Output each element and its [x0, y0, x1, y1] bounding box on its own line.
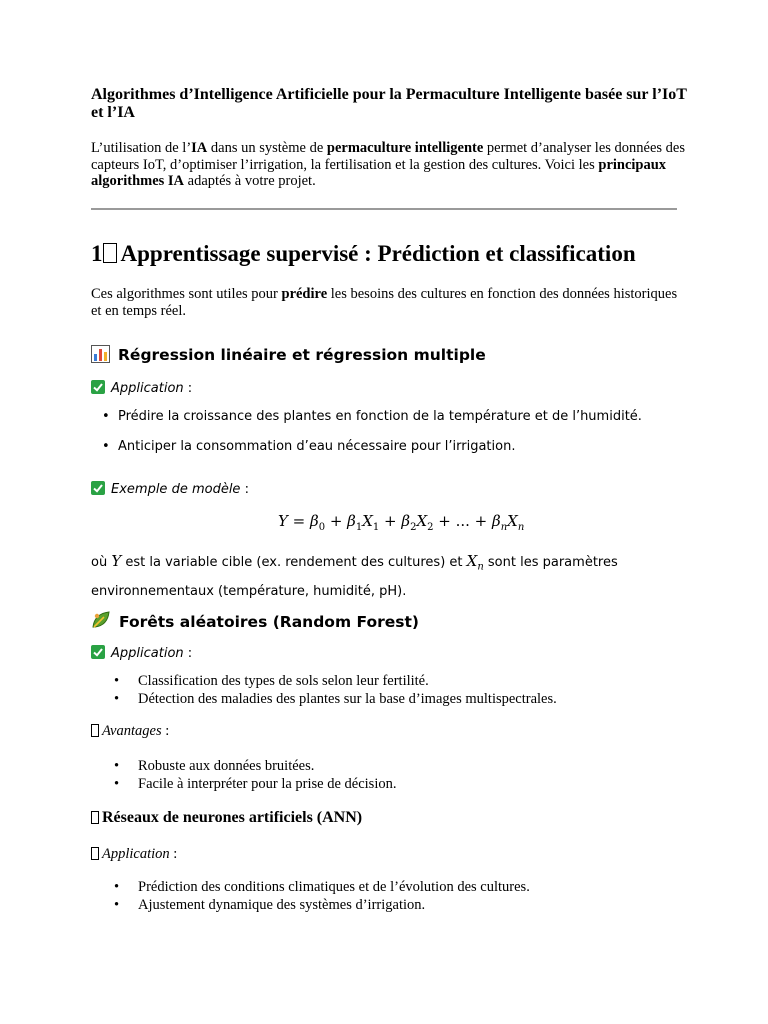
- formula-var: X: [507, 512, 518, 530]
- document-title: Algorithmes d’Intelligence Artificielle pour la Permaculture Intelligente basée sur l’IoT et l’IA: [91, 86, 687, 121]
- section-intro-bold: prédire: [281, 286, 328, 302]
- random-forest-heading: [91, 610, 419, 635]
- list-item: • Anticiper la consommation d’eau nécessaire pour l’irrigation.: [102, 439, 642, 455]
- formula-op: =: [287, 512, 311, 530]
- intro-bold: principaux algorithmes IA: [91, 156, 667, 189]
- formula-var: β: [492, 512, 501, 530]
- formula-var: X: [416, 512, 428, 530]
- application-label: [91, 645, 192, 662]
- random-forest-application-list: [114, 672, 557, 708]
- formula-sub: n: [517, 522, 525, 533]
- section-intro: [91, 286, 681, 319]
- application-label-text: Application: [111, 646, 184, 661]
- desc-text: où: [91, 555, 112, 570]
- regression-heading: [91, 345, 486, 368]
- formula-sub: n: [500, 522, 508, 533]
- intro-bold: permaculture intelligente: [326, 140, 484, 156]
- example-label-text: Exemple de modèle: [111, 482, 241, 497]
- list-item: • Prédiction des conditions climatiques et de l’évolution des cultures.: [114, 878, 530, 896]
- leaf-icon: [91, 610, 111, 635]
- application-label-text: Application: [102, 846, 170, 862]
- random-forest-advantages-list: [114, 757, 396, 793]
- section-title: Apprentissage supervisé : Prédiction et classification: [120, 241, 636, 266]
- intro-text: adaptés à votre projet.: [184, 173, 316, 189]
- advantages-label-text: Avantages: [102, 723, 162, 739]
- section-number: 1: [91, 241, 103, 266]
- regression-application-list: [102, 409, 642, 455]
- list-item: • Facile à interpréter pour la prise de décision.: [114, 775, 396, 793]
- formula-op: +: [325, 512, 348, 530]
- formula-sub: 2: [410, 522, 417, 533]
- ann-title: Réseaux de neurones artificiels (ANN): [102, 809, 363, 826]
- colon: :: [161, 723, 170, 739]
- ann-application-list: [114, 878, 530, 914]
- random-forest-title: Forêts aléatoires (Random Forest): [119, 613, 419, 631]
- bar-chart-icon: [91, 345, 110, 368]
- formula-var: β: [401, 512, 411, 530]
- formula-sub: 2: [427, 522, 434, 533]
- application-label: [91, 380, 192, 397]
- formula-sub: 1: [355, 522, 363, 533]
- colon: :: [169, 846, 178, 862]
- section-heading: [91, 240, 636, 268]
- formula-var: Y: [278, 512, 288, 530]
- missing-glyph-icon: [91, 811, 99, 824]
- colon: :: [183, 381, 193, 396]
- formula-sub: 1: [372, 522, 380, 533]
- formula-op: +: [379, 512, 402, 530]
- desc-var: Y: [111, 552, 122, 570]
- intro-text: permet d’analyser les données des capteurs IoT, d’optimiser l’irrigation, la fertilisation et la gestion des cultures. Voici les: [91, 140, 685, 173]
- intro-text: L’utilisation de l’: [91, 140, 192, 156]
- missing-glyph-icon: [91, 724, 99, 737]
- formula-description: [91, 549, 711, 604]
- missing-glyph-icon: [91, 847, 99, 860]
- checkmark-icon: [91, 645, 105, 659]
- intro-text: dans un système de: [207, 140, 327, 156]
- ann-heading: [91, 809, 362, 827]
- intro-paragraph: [91, 140, 691, 190]
- horizontal-rule: [91, 208, 677, 210]
- desc-var: X: [466, 552, 478, 570]
- section-intro-text: les besoins des cultures en fonction des données historiques et en temps réel.: [91, 286, 678, 319]
- formula-var: β: [310, 512, 319, 530]
- desc-sub: n: [477, 561, 484, 573]
- desc-text: sont les paramètres environnementaux (température, humidité, pH).: [91, 555, 618, 599]
- regression-title: Régression linéaire et régression multiple: [118, 346, 486, 364]
- list-item: • Robuste aux données bruitées.: [114, 757, 396, 775]
- formula-var: X: [362, 512, 373, 530]
- checkmark-icon: [91, 380, 105, 394]
- formula-op: + ... +: [433, 512, 493, 530]
- regression-formula: [278, 511, 524, 538]
- colon: :: [240, 482, 249, 497]
- list-item: • Prédire la croissance des plantes en fonction de la température et de l’humidité.: [102, 409, 642, 425]
- list-item: • Ajustement dynamique des systèmes d’irrigation.: [114, 896, 530, 914]
- desc-text: est la variable cible (ex. rendement des cultures) et: [121, 555, 467, 570]
- formula-var: β: [347, 512, 356, 530]
- example-label: [91, 481, 249, 498]
- checkmark-icon: [91, 481, 105, 495]
- intro-bold: IA: [191, 140, 208, 156]
- application-label-text: Application: [111, 381, 184, 396]
- formula-sub: 0: [318, 522, 326, 533]
- advantages-label: [91, 723, 169, 739]
- list-item: • Classification des types de sols selon leur fertilité.: [114, 672, 557, 690]
- missing-glyph-icon: [103, 243, 117, 263]
- colon: :: [183, 646, 193, 661]
- list-item: • Détection des maladies des plantes sur la base d’images multispectrales.: [114, 690, 557, 708]
- application-label: [91, 846, 177, 862]
- section-intro-text: Ces algorithmes sont utiles pour: [91, 286, 282, 302]
